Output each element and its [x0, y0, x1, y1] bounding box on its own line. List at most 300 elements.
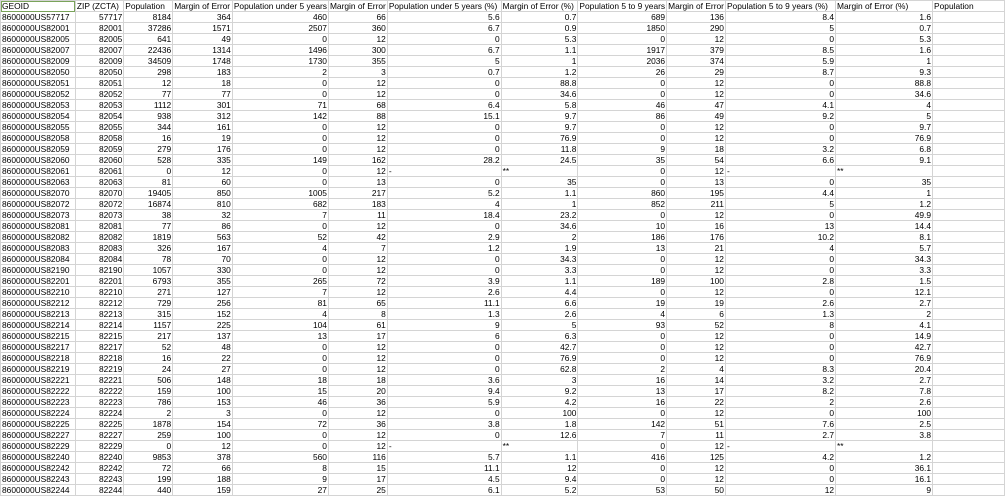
- table-cell[interactable]: 0: [387, 34, 501, 45]
- table-cell[interactable]: 34.3: [836, 254, 933, 265]
- table-cell[interactable]: 12: [328, 144, 387, 155]
- geoid-cell[interactable]: 8600000US82215: [1, 331, 76, 342]
- geoid-cell[interactable]: 8600000US82082: [1, 232, 76, 243]
- table-cell[interactable]: 0: [387, 122, 501, 133]
- table-cell[interactable]: 82083: [75, 243, 123, 254]
- table-cell[interactable]: 19: [173, 133, 233, 144]
- table-cell[interactable]: 4.1: [836, 320, 933, 331]
- table-cell[interactable]: 0: [387, 254, 501, 265]
- table-cell[interactable]: 82082: [75, 232, 123, 243]
- geoid-cell[interactable]: 8600000US82058: [1, 133, 76, 144]
- table-cell[interactable]: 82221: [75, 375, 123, 386]
- table-cell[interactable]: [933, 331, 1005, 342]
- table-cell[interactable]: 82223: [75, 397, 123, 408]
- table-cell[interactable]: 0: [725, 408, 835, 419]
- table-cell[interactable]: 12: [328, 78, 387, 89]
- table-cell[interactable]: [933, 276, 1005, 287]
- table-cell[interactable]: 52: [667, 320, 726, 331]
- table-cell[interactable]: [933, 23, 1005, 34]
- table-cell[interactable]: [933, 452, 1005, 463]
- table-cell[interactable]: 104: [232, 320, 328, 331]
- table-cell[interactable]: -: [387, 441, 501, 452]
- table-cell[interactable]: 7.8: [836, 386, 933, 397]
- table-cell[interactable]: 2: [124, 408, 173, 419]
- table-cell[interactable]: 0.9: [501, 23, 578, 34]
- table-cell[interactable]: 2: [232, 67, 328, 78]
- table-cell[interactable]: 16874: [124, 199, 173, 210]
- table-cell[interactable]: [933, 364, 1005, 375]
- table-cell[interactable]: 167: [173, 243, 233, 254]
- table-cell[interactable]: 7: [328, 243, 387, 254]
- geoid-cell[interactable]: 8600000US82070: [1, 188, 76, 199]
- table-cell[interactable]: 4.5: [387, 474, 501, 485]
- table-cell[interactable]: 355: [173, 276, 233, 287]
- geoid-cell[interactable]: 8600000US82005: [1, 34, 76, 45]
- table-cell[interactable]: 82072: [75, 199, 123, 210]
- table-cell[interactable]: 7: [232, 210, 328, 221]
- geoid-cell[interactable]: 8600000US82242: [1, 463, 76, 474]
- table-cell[interactable]: 13: [328, 177, 387, 188]
- table-cell[interactable]: 5: [387, 56, 501, 67]
- table-cell[interactable]: [933, 12, 1005, 23]
- table-cell[interactable]: 6.3: [501, 331, 578, 342]
- table-cell[interactable]: 2036: [578, 56, 667, 67]
- table-cell[interactable]: 18: [328, 375, 387, 386]
- table-cell[interactable]: 0: [232, 265, 328, 276]
- table-cell[interactable]: 23.2: [501, 210, 578, 221]
- table-cell[interactable]: 1.1: [501, 188, 578, 199]
- geoid-cell[interactable]: 8600000US82201: [1, 276, 76, 287]
- table-cell[interactable]: 641: [124, 34, 173, 45]
- table-cell[interactable]: 13: [725, 221, 835, 232]
- table-cell[interactable]: 8.4: [725, 12, 835, 23]
- table-cell[interactable]: 82210: [75, 287, 123, 298]
- column-header-under5-pct[interactable]: Population under 5 years (%): [387, 1, 501, 12]
- table-cell[interactable]: 12: [667, 122, 726, 133]
- table-cell[interactable]: 82217: [75, 342, 123, 353]
- table-cell[interactable]: -: [387, 166, 501, 177]
- table-cell[interactable]: **: [836, 166, 933, 177]
- table-cell[interactable]: 82229: [75, 441, 123, 452]
- table-cell[interactable]: 6.7: [387, 23, 501, 34]
- table-cell[interactable]: 159: [173, 485, 233, 496]
- table-cell[interactable]: [933, 254, 1005, 265]
- table-cell[interactable]: 0: [387, 408, 501, 419]
- table-cell[interactable]: 12: [328, 221, 387, 232]
- column-header-5to9[interactable]: Population 5 to 9 years: [579, 1, 666, 11]
- table-cell[interactable]: 82070: [75, 188, 123, 199]
- geoid-cell[interactable]: 8600000US82054: [1, 111, 76, 122]
- table-cell[interactable]: 42.7: [501, 342, 578, 353]
- table-cell[interactable]: 176: [667, 232, 726, 243]
- table-cell[interactable]: 9.7: [836, 122, 933, 133]
- table-cell[interactable]: 71: [232, 100, 328, 111]
- table-cell[interactable]: 5.3: [836, 34, 933, 45]
- table-cell[interactable]: 12: [667, 463, 726, 474]
- geoid-cell[interactable]: 8600000US82229: [1, 441, 76, 452]
- table-cell[interactable]: 34.6: [501, 89, 578, 100]
- table-cell[interactable]: 15: [232, 386, 328, 397]
- geoid-cell[interactable]: 8600000US82213: [1, 309, 76, 320]
- table-cell[interactable]: 82214: [75, 320, 123, 331]
- geoid-cell[interactable]: 8600000US82001: [1, 23, 76, 34]
- table-cell[interactable]: [933, 430, 1005, 441]
- table-cell[interactable]: 0: [232, 89, 328, 100]
- table-cell[interactable]: 82084: [75, 254, 123, 265]
- table-cell[interactable]: 52: [124, 342, 173, 353]
- table-cell[interactable]: 6.6: [725, 155, 835, 166]
- table-cell[interactable]: 1878: [124, 419, 173, 430]
- table-cell[interactable]: 6: [387, 331, 501, 342]
- table-cell[interactable]: 66: [328, 12, 387, 23]
- table-cell[interactable]: 65: [328, 298, 387, 309]
- table-cell[interactable]: [933, 221, 1005, 232]
- table-cell[interactable]: 199: [124, 474, 173, 485]
- table-cell[interactable]: 82009: [75, 56, 123, 67]
- table-cell[interactable]: 50: [667, 485, 726, 496]
- table-cell[interactable]: 12: [667, 78, 726, 89]
- table-cell[interactable]: 19: [667, 298, 726, 309]
- table-cell[interactable]: 12: [667, 408, 726, 419]
- table-cell[interactable]: 82051: [75, 78, 123, 89]
- table-cell[interactable]: 12: [328, 265, 387, 276]
- table-cell[interactable]: 78: [124, 254, 173, 265]
- table-cell[interactable]: 12: [328, 166, 387, 177]
- table-cell[interactable]: 42.7: [836, 342, 933, 353]
- table-cell[interactable]: [933, 199, 1005, 210]
- table-cell[interactable]: 1.8: [501, 419, 578, 430]
- table-cell[interactable]: [933, 419, 1005, 430]
- table-cell[interactable]: 186: [578, 232, 667, 243]
- table-cell[interactable]: 0: [387, 133, 501, 144]
- geoid-cell[interactable]: 8600000US82072: [1, 199, 76, 210]
- table-cell[interactable]: 6: [667, 309, 726, 320]
- table-cell[interactable]: 0: [725, 34, 835, 45]
- table-cell[interactable]: 36.1: [836, 463, 933, 474]
- table-cell[interactable]: 16: [578, 375, 667, 386]
- table-cell[interactable]: 82060: [75, 155, 123, 166]
- table-cell[interactable]: 82001: [75, 23, 123, 34]
- table-cell[interactable]: 82244: [75, 485, 123, 496]
- table-cell[interactable]: 330: [173, 265, 233, 276]
- table-cell[interactable]: 315: [124, 309, 173, 320]
- table-cell[interactable]: 0: [725, 254, 835, 265]
- table-cell[interactable]: 3.3: [836, 265, 933, 276]
- table-cell[interactable]: 12: [667, 474, 726, 485]
- table-cell[interactable]: 81: [232, 298, 328, 309]
- table-cell[interactable]: 11: [328, 210, 387, 221]
- table-cell[interactable]: 1057: [124, 265, 173, 276]
- table-cell[interactable]: 1.3: [725, 309, 835, 320]
- table-cell[interactable]: 0: [232, 78, 328, 89]
- table-cell[interactable]: 0: [725, 133, 835, 144]
- geoid-cell[interactable]: 8600000US82227: [1, 430, 76, 441]
- table-cell[interactable]: [933, 309, 1005, 320]
- table-cell[interactable]: 8: [232, 463, 328, 474]
- table-cell[interactable]: 100: [173, 430, 233, 441]
- table-cell[interactable]: [933, 166, 1005, 177]
- table-cell[interactable]: 298: [124, 67, 173, 78]
- table-cell[interactable]: 188: [173, 474, 233, 485]
- table-cell[interactable]: 0: [232, 430, 328, 441]
- table-cell[interactable]: 4.4: [501, 287, 578, 298]
- table-cell[interactable]: 2.6: [725, 298, 835, 309]
- table-cell[interactable]: 0: [578, 342, 667, 353]
- table-cell[interactable]: 5.2: [387, 188, 501, 199]
- table-cell[interactable]: 360: [328, 23, 387, 34]
- table-cell[interactable]: 506: [124, 375, 173, 386]
- table-cell[interactable]: 46: [578, 100, 667, 111]
- geoid-cell[interactable]: 8600000US57717: [1, 12, 76, 23]
- table-cell[interactable]: 82212: [75, 298, 123, 309]
- table-cell[interactable]: 3.2: [725, 144, 835, 155]
- table-cell[interactable]: 82073: [75, 210, 123, 221]
- column-header-5to9-pct[interactable]: Population 5 to 9 years (%): [725, 1, 835, 12]
- table-cell[interactable]: 528: [124, 155, 173, 166]
- table-cell[interactable]: 0: [232, 34, 328, 45]
- table-cell[interactable]: 62.8: [501, 364, 578, 375]
- table-cell[interactable]: 176: [173, 144, 233, 155]
- table-cell[interactable]: 0: [725, 353, 835, 364]
- table-cell[interactable]: 9.7: [501, 111, 578, 122]
- table-cell[interactable]: [933, 100, 1005, 111]
- table-cell[interactable]: 12: [328, 364, 387, 375]
- geoid-cell[interactable]: 8600000US82063: [1, 177, 76, 188]
- table-cell[interactable]: 36: [328, 397, 387, 408]
- table-cell[interactable]: 76.9: [836, 133, 933, 144]
- table-cell[interactable]: 2.7: [836, 375, 933, 386]
- table-cell[interactable]: 82190: [75, 265, 123, 276]
- table-cell[interactable]: 5: [501, 320, 578, 331]
- table-cell[interactable]: 9.4: [387, 386, 501, 397]
- table-cell[interactable]: 560: [232, 452, 328, 463]
- table-cell[interactable]: 3.6: [387, 375, 501, 386]
- table-cell[interactable]: 0: [578, 265, 667, 276]
- table-cell[interactable]: 1: [501, 199, 578, 210]
- table-cell[interactable]: 0: [232, 254, 328, 265]
- table-cell[interactable]: 1157: [124, 320, 173, 331]
- table-cell[interactable]: 1.1: [501, 452, 578, 463]
- table-cell[interactable]: 1005: [232, 188, 328, 199]
- table-cell[interactable]: 860: [578, 188, 667, 199]
- table-cell[interactable]: [933, 89, 1005, 100]
- table-cell[interactable]: 7: [578, 430, 667, 441]
- table-cell[interactable]: 82213: [75, 309, 123, 320]
- table-cell[interactable]: 0: [725, 177, 835, 188]
- table-cell[interactable]: 11.1: [387, 463, 501, 474]
- table-cell[interactable]: 0: [387, 265, 501, 276]
- column-header-geoid[interactable]: GEOID: [1, 1, 76, 12]
- table-cell[interactable]: 11.1: [387, 298, 501, 309]
- table-cell[interactable]: 18: [173, 78, 233, 89]
- table-cell[interactable]: 82058: [75, 133, 123, 144]
- table-cell[interactable]: 0: [725, 463, 835, 474]
- table-cell[interactable]: 5: [725, 199, 835, 210]
- table-cell[interactable]: 3: [173, 408, 233, 419]
- geoid-cell[interactable]: 8600000US82055: [1, 122, 76, 133]
- table-cell[interactable]: 0: [387, 177, 501, 188]
- table-cell[interactable]: 12: [328, 430, 387, 441]
- table-cell[interactable]: 8.1: [836, 232, 933, 243]
- table-cell[interactable]: [933, 298, 1005, 309]
- table-cell[interactable]: 24: [124, 364, 173, 375]
- table-cell[interactable]: 12: [173, 166, 233, 177]
- table-cell[interactable]: 88.8: [836, 78, 933, 89]
- table-cell[interactable]: 12: [328, 133, 387, 144]
- geoid-cell[interactable]: 8600000US82084: [1, 254, 76, 265]
- column-header-population-moe[interactable]: Margin of Error: [173, 1, 233, 12]
- table-cell[interactable]: 326: [124, 243, 173, 254]
- table-cell[interactable]: 137: [173, 331, 233, 342]
- table-cell[interactable]: 14: [667, 375, 726, 386]
- table-cell[interactable]: 3.2: [725, 375, 835, 386]
- table-cell[interactable]: 0: [232, 221, 328, 232]
- table-cell[interactable]: 10: [578, 221, 667, 232]
- table-cell[interactable]: 8.3: [725, 364, 835, 375]
- table-cell[interactable]: 16.1: [836, 474, 933, 485]
- table-cell[interactable]: 5.9: [725, 56, 835, 67]
- table-cell[interactable]: 1314: [173, 45, 233, 56]
- table-cell[interactable]: 42: [328, 232, 387, 243]
- table-cell[interactable]: 154: [173, 419, 233, 430]
- table-cell[interactable]: 0: [578, 463, 667, 474]
- table-cell[interactable]: 6.1: [387, 485, 501, 496]
- table-cell[interactable]: 16: [124, 353, 173, 364]
- table-cell[interactable]: 0: [232, 133, 328, 144]
- table-cell[interactable]: [933, 78, 1005, 89]
- table-cell[interactable]: 0: [232, 166, 328, 177]
- table-cell[interactable]: 9.7: [501, 122, 578, 133]
- table-cell[interactable]: 159: [124, 386, 173, 397]
- table-cell[interactable]: 8184: [124, 12, 173, 23]
- table-cell[interactable]: 335: [173, 155, 233, 166]
- table-cell[interactable]: 256: [173, 298, 233, 309]
- table-cell[interactable]: 82050: [75, 67, 123, 78]
- geoid-cell[interactable]: 8600000US82051: [1, 78, 76, 89]
- table-cell[interactable]: 312: [173, 111, 233, 122]
- table-cell[interactable]: 35: [578, 155, 667, 166]
- table-cell[interactable]: 70: [173, 254, 233, 265]
- table-cell[interactable]: 265: [232, 276, 328, 287]
- table-cell[interactable]: 53: [578, 485, 667, 496]
- table-cell[interactable]: 48: [173, 342, 233, 353]
- table-cell[interactable]: 1748: [173, 56, 233, 67]
- table-cell[interactable]: [933, 386, 1005, 397]
- table-cell[interactable]: 16: [578, 397, 667, 408]
- table-cell[interactable]: 3: [328, 67, 387, 78]
- table-cell[interactable]: 12: [328, 353, 387, 364]
- table-cell[interactable]: 19: [578, 298, 667, 309]
- table-cell[interactable]: 3.3: [501, 265, 578, 276]
- table-cell[interactable]: 35: [836, 177, 933, 188]
- table-cell[interactable]: 3: [501, 375, 578, 386]
- table-cell[interactable]: 2.6: [387, 287, 501, 298]
- table-cell[interactable]: 0: [578, 287, 667, 298]
- table-cell[interactable]: 0: [578, 474, 667, 485]
- table-cell[interactable]: 301: [173, 100, 233, 111]
- table-cell[interactable]: 3.9: [387, 276, 501, 287]
- table-cell[interactable]: 12: [667, 166, 726, 177]
- table-cell[interactable]: 786: [124, 397, 173, 408]
- table-cell[interactable]: 0: [725, 265, 835, 276]
- table-cell[interactable]: 0: [578, 441, 667, 452]
- table-cell[interactable]: 127: [173, 287, 233, 298]
- table-cell[interactable]: 4: [725, 243, 835, 254]
- table-cell[interactable]: 0.7: [387, 67, 501, 78]
- geoid-cell[interactable]: 8600000US82224: [1, 408, 76, 419]
- table-cell[interactable]: 27: [232, 485, 328, 496]
- table-cell[interactable]: 60: [173, 177, 233, 188]
- table-cell[interactable]: 22436: [124, 45, 173, 56]
- table-cell[interactable]: 153: [173, 397, 233, 408]
- table-cell[interactable]: 0: [387, 221, 501, 232]
- table-cell[interactable]: 0: [232, 342, 328, 353]
- table-cell[interactable]: 77: [124, 89, 173, 100]
- table-cell[interactable]: 13: [578, 243, 667, 254]
- table-cell[interactable]: 0: [578, 89, 667, 100]
- table-cell[interactable]: 1496: [232, 45, 328, 56]
- geoid-cell[interactable]: 8600000US82218: [1, 353, 76, 364]
- table-cell[interactable]: 0: [578, 133, 667, 144]
- table-cell[interactable]: [933, 474, 1005, 485]
- table-cell[interactable]: 21: [667, 243, 726, 254]
- table-cell[interactable]: 1.6: [836, 45, 933, 56]
- table-cell[interactable]: 259: [124, 430, 173, 441]
- table-cell[interactable]: 0: [725, 78, 835, 89]
- table-cell[interactable]: 61: [328, 320, 387, 331]
- table-cell[interactable]: 0: [725, 474, 835, 485]
- geoid-cell[interactable]: 8600000US82223: [1, 397, 76, 408]
- table-cell[interactable]: 8: [725, 320, 835, 331]
- table-cell[interactable]: 12: [667, 331, 726, 342]
- table-cell[interactable]: 2507: [232, 23, 328, 34]
- table-cell[interactable]: 1.1: [501, 45, 578, 56]
- table-cell[interactable]: 938: [124, 111, 173, 122]
- table-cell[interactable]: 12: [328, 89, 387, 100]
- table-cell[interactable]: [933, 34, 1005, 45]
- table-cell[interactable]: 20.4: [836, 364, 933, 375]
- table-cell[interactable]: 2: [725, 397, 835, 408]
- table-cell[interactable]: 72: [232, 419, 328, 430]
- table-cell[interactable]: 0: [725, 331, 835, 342]
- table-cell[interactable]: 12: [124, 78, 173, 89]
- table-cell[interactable]: 81: [124, 177, 173, 188]
- table-cell[interactable]: 2.9: [387, 232, 501, 243]
- table-cell[interactable]: 82224: [75, 408, 123, 419]
- table-cell[interactable]: 16: [667, 221, 726, 232]
- table-cell[interactable]: 35: [501, 177, 578, 188]
- table-cell[interactable]: 125: [667, 452, 726, 463]
- table-cell[interactable]: 82242: [75, 463, 123, 474]
- column-header-population[interactable]: Population: [124, 1, 173, 12]
- geoid-cell[interactable]: 8600000US82073: [1, 210, 76, 221]
- table-cell[interactable]: 2: [501, 232, 578, 243]
- table-cell[interactable]: 76.9: [836, 353, 933, 364]
- table-cell[interactable]: 25: [328, 485, 387, 496]
- table-cell[interactable]: [933, 320, 1005, 331]
- table-cell[interactable]: 82052: [75, 89, 123, 100]
- table-cell[interactable]: 12: [501, 463, 578, 474]
- table-cell[interactable]: 17: [667, 386, 726, 397]
- table-cell[interactable]: 24.5: [501, 155, 578, 166]
- table-cell[interactable]: 3.8: [387, 419, 501, 430]
- table-cell[interactable]: 82055: [75, 122, 123, 133]
- geoid-cell[interactable]: 8600000US82219: [1, 364, 76, 375]
- table-cell[interactable]: 1.2: [836, 199, 933, 210]
- table-cell[interactable]: 1.1: [501, 276, 578, 287]
- table-cell[interactable]: 217: [328, 188, 387, 199]
- table-cell[interactable]: 6.8: [836, 144, 933, 155]
